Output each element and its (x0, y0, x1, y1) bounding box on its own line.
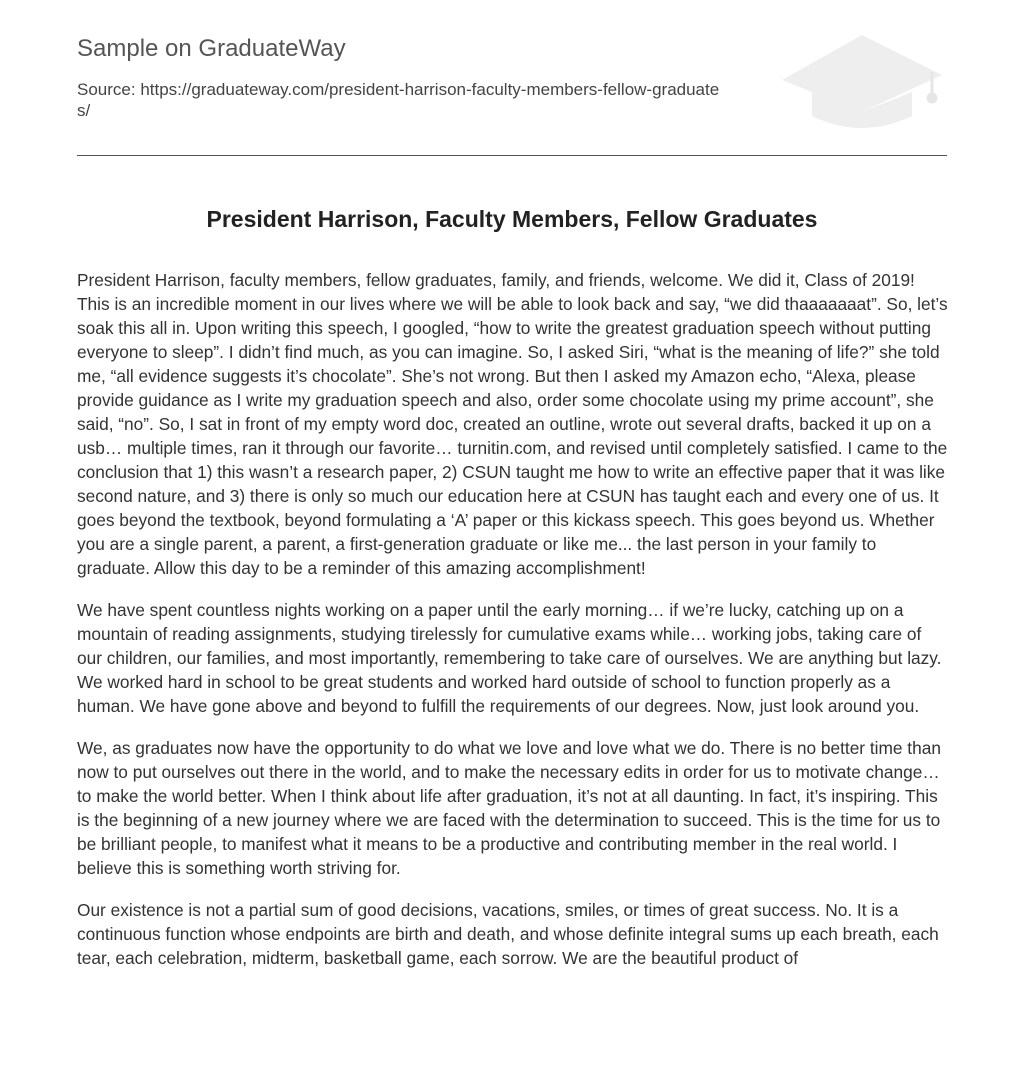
graduation-cap-icon (777, 30, 947, 134)
document-body (77, 268, 949, 988)
source-line (77, 79, 727, 121)
paragraph-4: Our existence is not a partial sum of good decisions, vacations, smiles, or times of great success. No. It is a continuous function whose endpoints are birth and death, and whose definite integral sums up each breath, each tear, each celebration, midterm, basketball game, each sorrow. We are the beautiful product of (77, 900, 939, 968)
paragraph-1: President Harrison, faculty members, fellow graduates, family, and friends, welcome. We did it, Class of 2019! This is an incredible moment in our lives where we will be able to look back and say, “we did thaaaaaaat”. So, let’s soak this all in. Upon writing this speech, I googled, “how to write the greatest graduation speech without putting everyone to sleep”. I didn’t find much, as you can imagine. So, I asked Siri, “what is the meaning of life?” she told me, “all evidence suggests it’s chocolate”. She’s not wrong. But then I asked my Amazon echo, “Alexa, please provide guidance as I write my graduation speech and also, order some chocolate using my prime account”, she said, “no”. So, I sat in front of my empty word doc, created an outline, wrote out several drafts, backed it up on a usb… multiple times, ran it through our favorite… turnitin.com, and revised until completely satisfied. I came to the conclusion that 1) this wasn’t a research paper, 2) CSUN taught me how to write an effective paper that it was like second nature, and 3) there is only so much our education here at CSUN has taught each and every one of us. It goes beyond the textbook, beyond formulating a ‘A’ paper or this kickass speech. This goes beyond us. Whether you are a single parent, a parent, a first-generation graduate or like me... the last person in your family to graduate. Allow this day to be a reminder of this amazing accomplishment! (77, 270, 948, 578)
page-header (77, 30, 947, 156)
source-link[interactable]: https://graduateway.com/president-harrison-faculty-members-fellow-graduates/ (77, 80, 720, 120)
header-divider (77, 155, 947, 156)
paragraph-2: We have spent countless nights working on a paper until the early morning… if we’re lucky, catching up on a mountain of reading assignments, studying tirelessly for cumulative exams while… working jobs, taking care of our children, our families, and most importantly, remembering to take care of ourselves. We are anything but lazy. We worked hard in school to be great students and worked hard outside of school to function properly as a human. We have gone above and beyond to fulfill the requirements of our degrees. Now, just look around you. (77, 600, 942, 716)
source-label: Source: (77, 80, 141, 99)
paragraph-3: We, as graduates now have the opportunity to do what we love and love what we do. There is no better time than now to put ourselves out there in the world, and to make the necessary edits in order for us to motivate change… to make the world better. When I think about life after graduation, it’s not at all daunting. In fact, it’s inspiring. This is the beginning of a new journey where we are faced with the determination to succeed. This is the time for us to be brilliant people, to manifest what it means to be a productive and contributing member in the real world. I believe this is something worth striving for. (77, 738, 941, 878)
document-title: President Harrison, Faculty Members, Fellow Graduates (206, 206, 818, 232)
site-title: Sample on GraduateWay (77, 35, 346, 62)
